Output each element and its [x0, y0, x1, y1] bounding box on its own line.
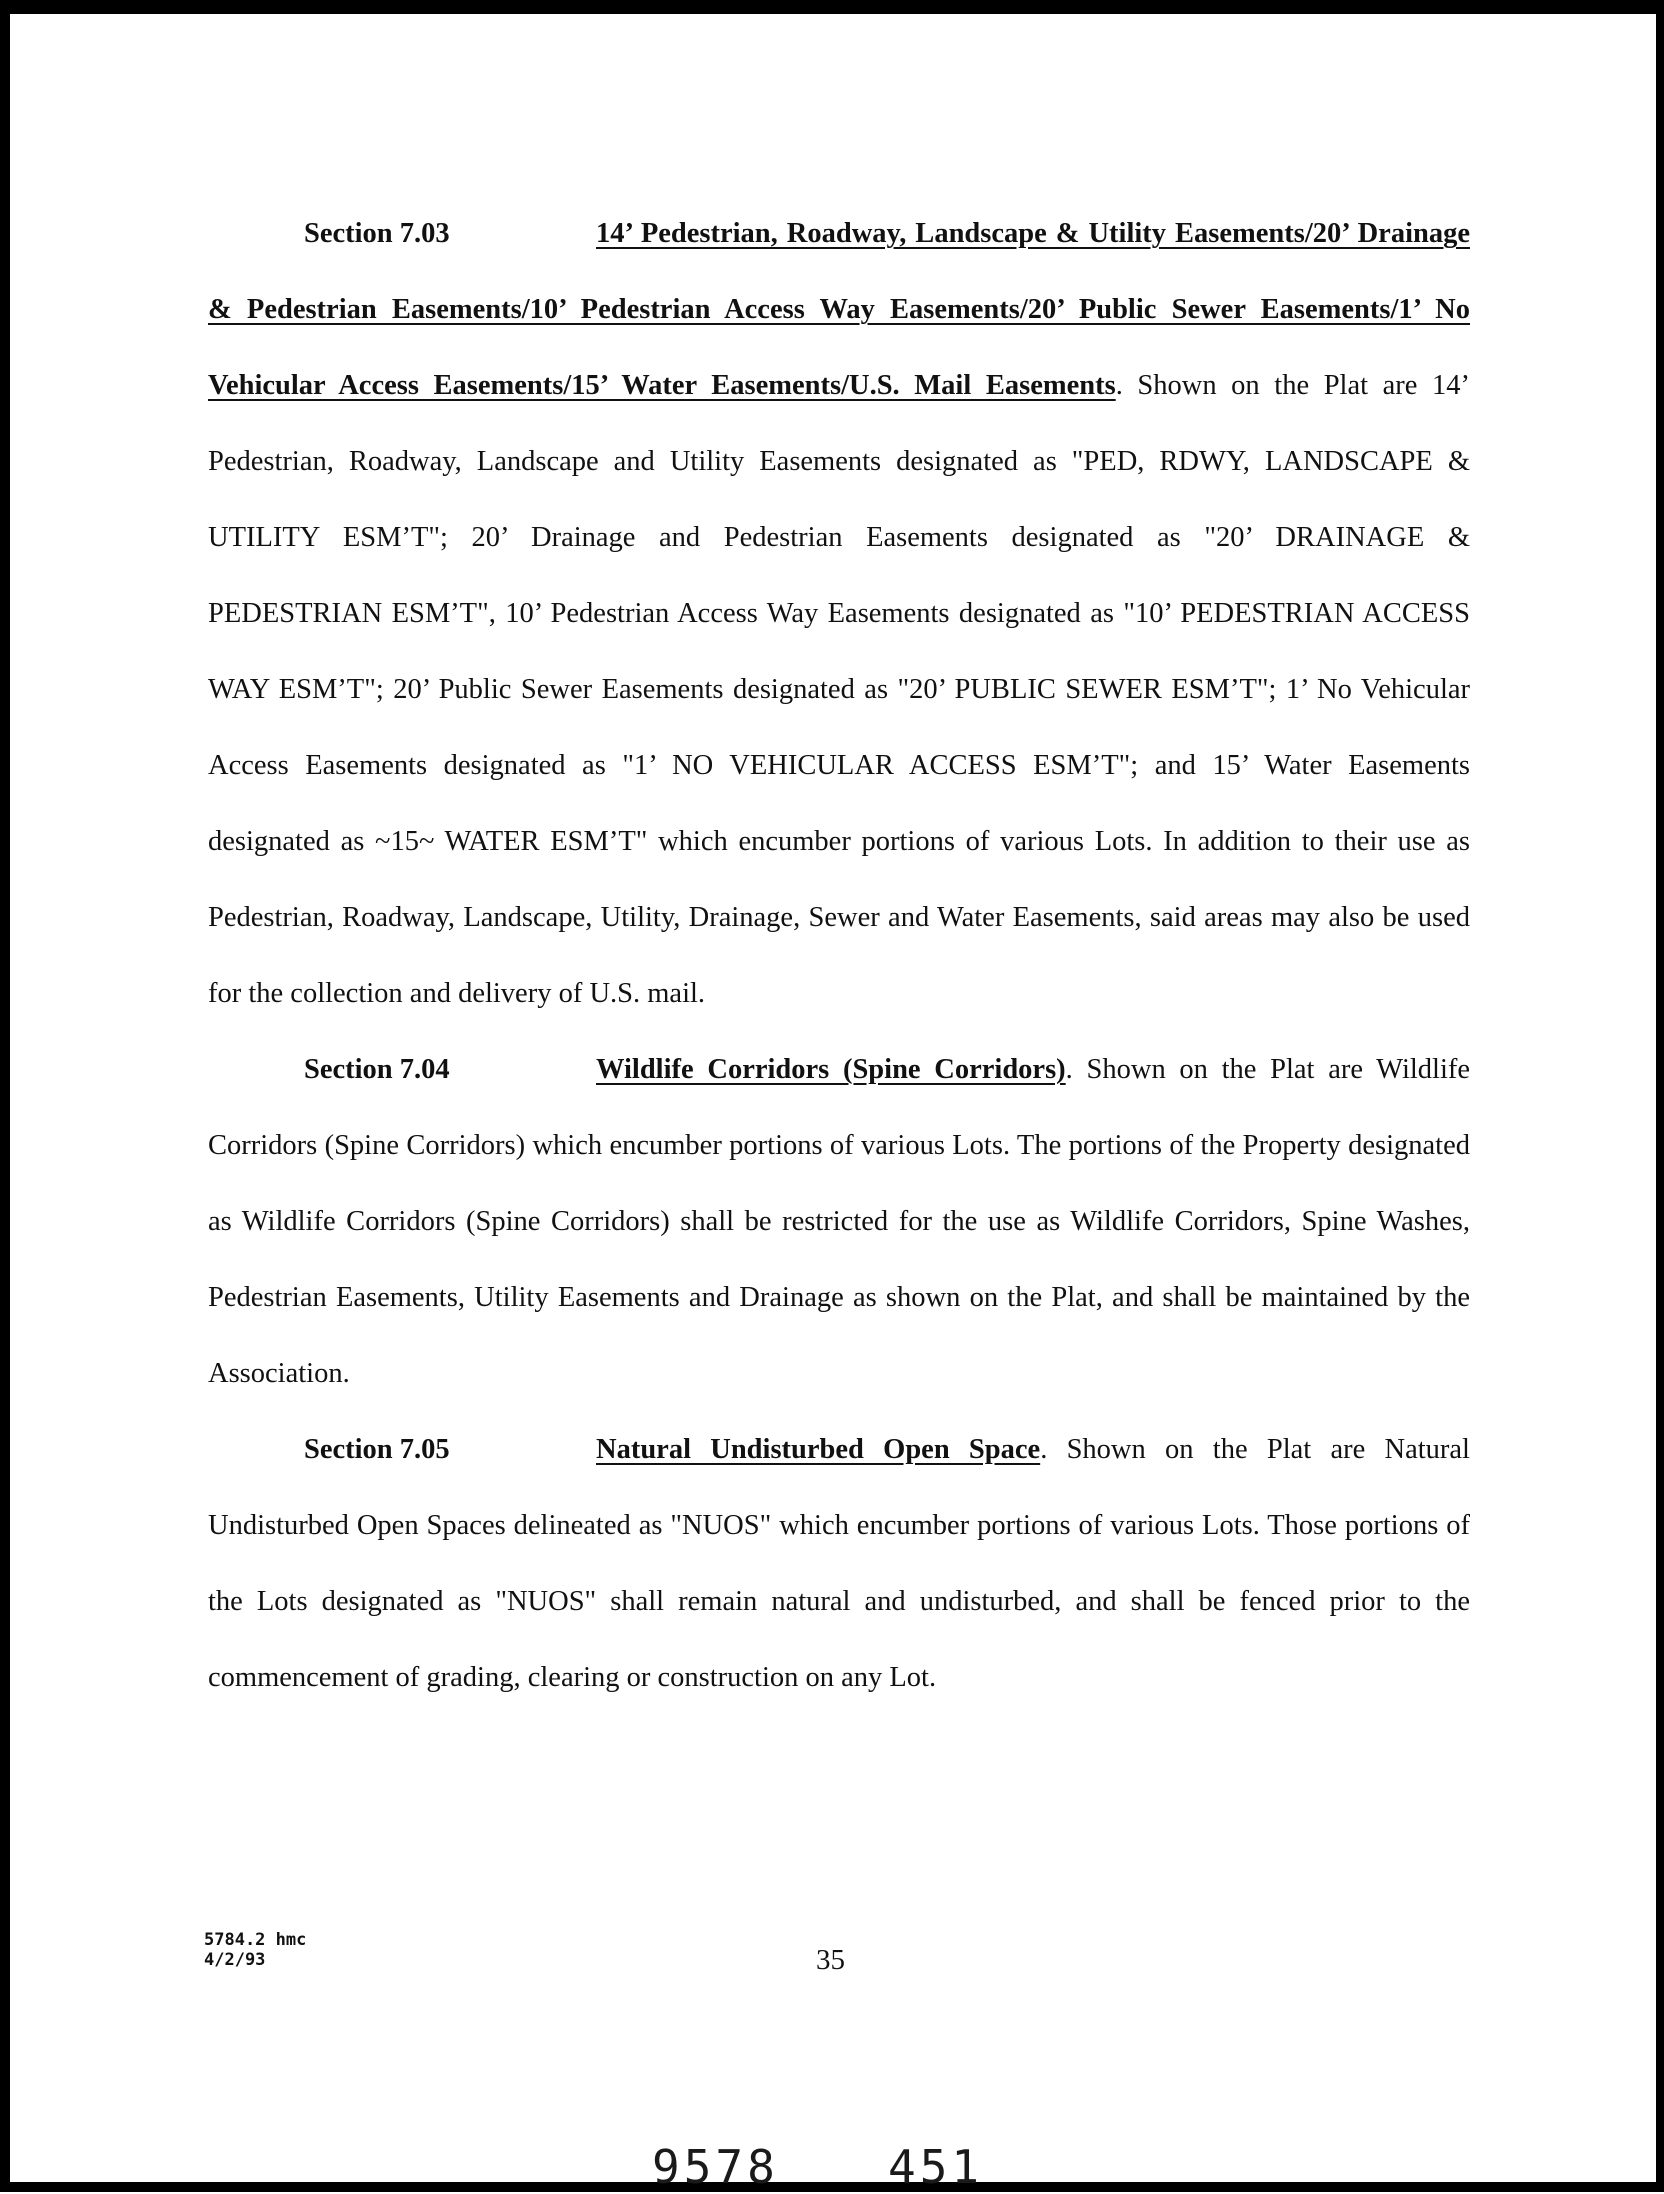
section-heading: 14’ Pedestrian, Roadway, Landscape & Utility Easements/20’ Drainage & Pedestrian Easements/10’ Pedestrian Access Way Easements/20’ Public Sewer Easements/1’ No Vehicular Access Easements/15’ Water Easements/U.S. Mail Easements [208, 218, 1470, 401]
section-number: Section 7.05 [304, 1434, 450, 1465]
scan-border-top [0, 0, 1664, 14]
section-body: . Shown on the Plat are Natural Undisturbed Open Spaces delineated as "NUOS" which encumber portions of various Lots. Those portions of the Lots designated as "NUOS" shall remain natural and undisturbed, and shall be fenced prior to the commencement of grading, clearing or construction on any Lot. [208, 1434, 1470, 1693]
scan-border-left [0, 0, 10, 2192]
document-body [208, 196, 1470, 1716]
heading-period: . [1115, 370, 1123, 401]
section-heading: Wildlife Corridors (Spine Corridors) [596, 1054, 1066, 1085]
section-heading: Natural Undisturbed Open Space [596, 1434, 1041, 1465]
scan-border-right [1656, 0, 1664, 2192]
page-number: 35 [816, 1944, 845, 1976]
section-7-03 [208, 196, 1470, 1032]
document-date: 4/2/93 [204, 1950, 266, 1970]
document-code [204, 1930, 306, 1970]
section-7-04 [208, 1032, 1470, 1412]
section-body: Shown on the Plat are 14’ Pedestrian, Roadway, Landscape and Utility Easements designated as "PED, RDWY, LANDSCAPE & UTILITY ESM’T"; 20’ Drainage and Pedestrian Easements designated as "20’ DRAINAGE & PEDESTRIAN ESM’T", 10’ Pedestrian Access Way Easements designated as "10’ PEDESTRIAN ACCESS WAY ESM’T"; 20’ Public Sewer Easements designated as "20’ PUBLIC SEWER ESM’T"; 1’ No Vehicular Access Easements designated as "1’ NO VEHICULAR ACCESS ESM’T"; and 15’ Water Easements designated as ~15~ WATER ESM’T" which encumber portions of various Lots. In addition to their use as Pedestrian, Roadway, Landscape, Utility, Drainage, Sewer and Water Easements, said areas may also be used for the collection and delivery of U.S. mail. [208, 370, 1470, 1009]
recording-stamp-page: 451 [888, 2140, 984, 2194]
recording-stamp-book: 9578 [652, 2140, 779, 2194]
scan-border-bottom [0, 2182, 1664, 2192]
section-number: Section 7.04 [304, 1054, 450, 1085]
document-code-number: 5784.2 hmc [204, 1930, 307, 1950]
section-body: . Shown on the Plat are Wildlife Corridors (Spine Corridors) which encumber portions of various Lots. The portions of the Property designated as Wildlife Corridors (Spine Corridors) shall be restricted for the use as Wildlife Corridors, Spine Washes, Pedestrian Easements, Utility Easements and Drainage as shown on the Plat, and shall be maintained by the Association. [208, 1054, 1471, 1389]
section-7-05 [208, 1412, 1470, 1716]
section-number: Section 7.03 [304, 218, 450, 249]
